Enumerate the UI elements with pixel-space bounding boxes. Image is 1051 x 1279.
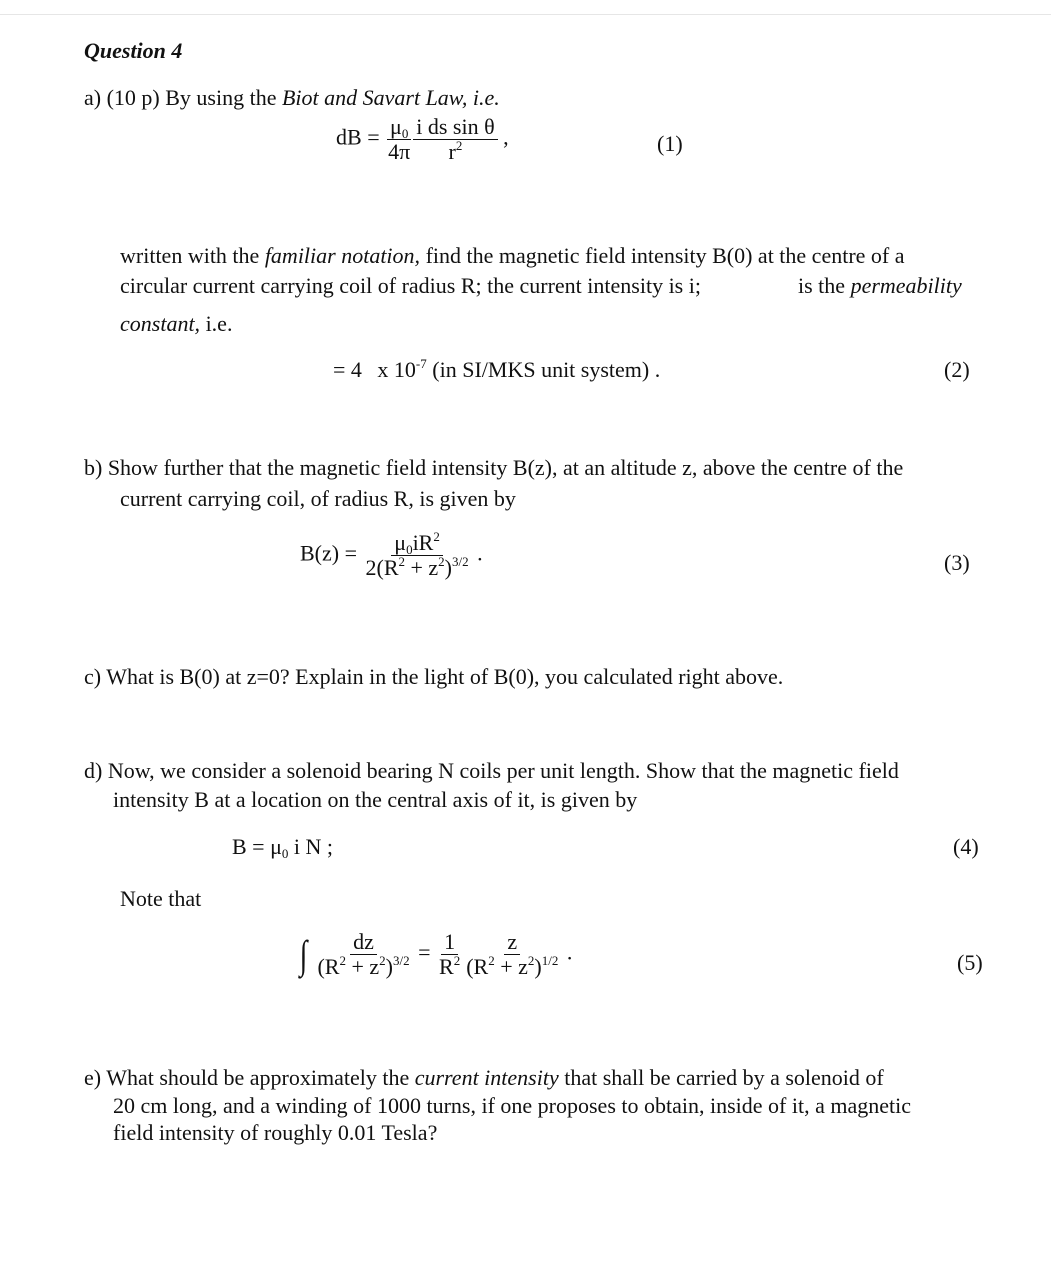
eq1-mu: μ bbox=[390, 114, 402, 139]
part-d-line-2: intensity B at a location on the central axis of it, is given by bbox=[113, 787, 638, 812]
eq3-den-b: + z bbox=[405, 555, 439, 580]
eq5-den1-c: ) bbox=[385, 954, 393, 979]
eq5-den1-sup2: 2 bbox=[379, 953, 386, 968]
part-d-line-1: d) Now, we consider a solenoid bearing N coils per unit length. Show that the magnetic field bbox=[84, 758, 899, 783]
eq5-den3-a: (R bbox=[466, 954, 489, 979]
equation-1 bbox=[336, 116, 509, 163]
part-a-line-2-em: permeability bbox=[850, 273, 962, 298]
part-a-line-1-em: familiar notation, bbox=[264, 243, 421, 268]
eq1-frac-2 bbox=[413, 116, 497, 163]
eq5-den3-c: ) bbox=[534, 954, 542, 979]
eq5-den3-b: + z bbox=[494, 954, 528, 979]
part-a-line-1-pre: written with the bbox=[120, 243, 265, 268]
eq5-frac-3 bbox=[463, 931, 561, 978]
eq4-sub: 0 bbox=[281, 846, 289, 861]
eq1-equals: = bbox=[367, 124, 380, 150]
eq2-part-c: (in SI/MKS unit system) . bbox=[426, 357, 661, 382]
eq5-den3-sup1: 2 bbox=[488, 953, 495, 968]
part-b-line-2: current carrying coil, of radius R, is given by bbox=[120, 486, 516, 511]
eq1-comma: , bbox=[503, 124, 509, 150]
eq3-den-sup2: 2 bbox=[438, 554, 445, 569]
eq3-den-a: 2(R bbox=[365, 555, 399, 580]
eq4-lhs: B = μ bbox=[232, 834, 282, 859]
top-divider bbox=[0, 14, 1051, 15]
eq5-den3-sup3: 1/2 bbox=[541, 953, 559, 968]
part-e-line-1 bbox=[84, 1064, 884, 1091]
part-e-line-2: 20 cm long, and a winding of 1000 turns, if one proposes to obtain, inside of it, a magnetic bbox=[113, 1093, 911, 1118]
eq5-den1-sup1: 2 bbox=[339, 953, 346, 968]
part-a-line-3-post: i.e. bbox=[200, 311, 233, 336]
note-that: Note that bbox=[120, 886, 202, 911]
part-a-line-1 bbox=[120, 240, 905, 271]
equation-5 bbox=[298, 931, 572, 978]
part-b-line-1: b) Show further that the magnetic field intensity B(z), at an altitude z, above the centre of the bbox=[84, 455, 904, 480]
eq1-mu-sub: 0 bbox=[401, 126, 409, 141]
eq2-part-a: = 4 bbox=[333, 357, 362, 382]
eq1-frac-1 bbox=[385, 116, 413, 163]
part-a-line-2: circular current carrying coil of radius R; the current intensity is i; bbox=[120, 273, 701, 298]
eq3-iR: iR bbox=[412, 530, 434, 555]
eq2-part-b: x 10 bbox=[377, 357, 416, 382]
part-a-intro bbox=[84, 85, 500, 111]
part-a-line-2-mid: is the bbox=[798, 273, 851, 298]
part-a-line-1-post: find the magnetic field intensity B(0) at the centre of a bbox=[420, 243, 905, 268]
eq5-z: z bbox=[504, 931, 520, 955]
eq3-num-sup: 2 bbox=[433, 529, 440, 544]
part-e-line-3: field intensity of roughly 0.01 Tesla? bbox=[113, 1120, 438, 1145]
eq1-r-sup: 2 bbox=[455, 138, 463, 153]
eq3-mu-sub: 0 bbox=[406, 542, 413, 557]
eq5-frac-2 bbox=[436, 931, 463, 978]
equation-5-number: (5) bbox=[957, 950, 983, 975]
eq3-lhs: B(z) = bbox=[300, 540, 357, 566]
eq3-den-sup3: 3/2 bbox=[452, 554, 469, 569]
equation-3 bbox=[300, 529, 483, 580]
part-a-line-3-em: constant, bbox=[120, 311, 201, 336]
equation-4 bbox=[232, 834, 333, 860]
eq3-frac bbox=[363, 529, 472, 580]
part-c-line-1: c) What is B(0) at z=0? Explain in the light of B(0), you calculated right above. bbox=[84, 664, 784, 689]
part-a-line-2-right bbox=[798, 270, 962, 301]
eq1-lhs: dB bbox=[336, 124, 362, 150]
part-a-line-3 bbox=[120, 308, 232, 339]
part-a-intro-text: a) (10 p) By using the bbox=[84, 85, 282, 110]
eq1-numerator: i ds sin θ bbox=[413, 116, 497, 140]
equation-3-number: (3) bbox=[944, 550, 970, 575]
eq3-den-sup1: 2 bbox=[398, 554, 405, 569]
eq4-rest: i N ; bbox=[288, 834, 334, 859]
eq5-R: R bbox=[439, 954, 454, 979]
question-title: Question 4 bbox=[84, 38, 183, 63]
eq2-exponent: -7 bbox=[415, 356, 427, 371]
eq5-den1-sup3: 3/2 bbox=[392, 953, 410, 968]
equation-2-number: (2) bbox=[944, 357, 970, 382]
equation-4-number: (4) bbox=[953, 834, 979, 859]
eq3-period: . bbox=[477, 540, 483, 566]
equation-2 bbox=[333, 357, 660, 383]
eq3-mu: μ bbox=[394, 530, 407, 555]
integral-sign: ∫ bbox=[299, 931, 308, 977]
eq1-4pi: 4π bbox=[388, 139, 411, 164]
part-e-line-1-post: that shall be carried by a solenoid of bbox=[558, 1065, 884, 1090]
equation-1-number: (1) bbox=[657, 131, 683, 156]
eq3-den-c: ) bbox=[444, 555, 452, 580]
eq5-period: . bbox=[566, 939, 573, 965]
part-a-intro-emphasis: Biot and Savart Law, i.e. bbox=[281, 85, 500, 110]
eq5-den1-b: + z bbox=[345, 954, 380, 979]
eq5-den3-sup2: 2 bbox=[527, 953, 535, 968]
eq5-dz: dz bbox=[350, 931, 377, 955]
eq5-R-sup: 2 bbox=[453, 953, 461, 968]
eq5-one: 1 bbox=[441, 931, 458, 955]
eq5-frac-1 bbox=[314, 931, 412, 978]
part-e-line-1-pre: e) What should be approximately the bbox=[84, 1065, 415, 1090]
eq1-r: r bbox=[448, 139, 456, 164]
eq5-equals: = bbox=[418, 939, 431, 965]
part-e-line-1-em: current intensity bbox=[414, 1065, 559, 1090]
eq5-den1-a: (R bbox=[317, 954, 340, 979]
